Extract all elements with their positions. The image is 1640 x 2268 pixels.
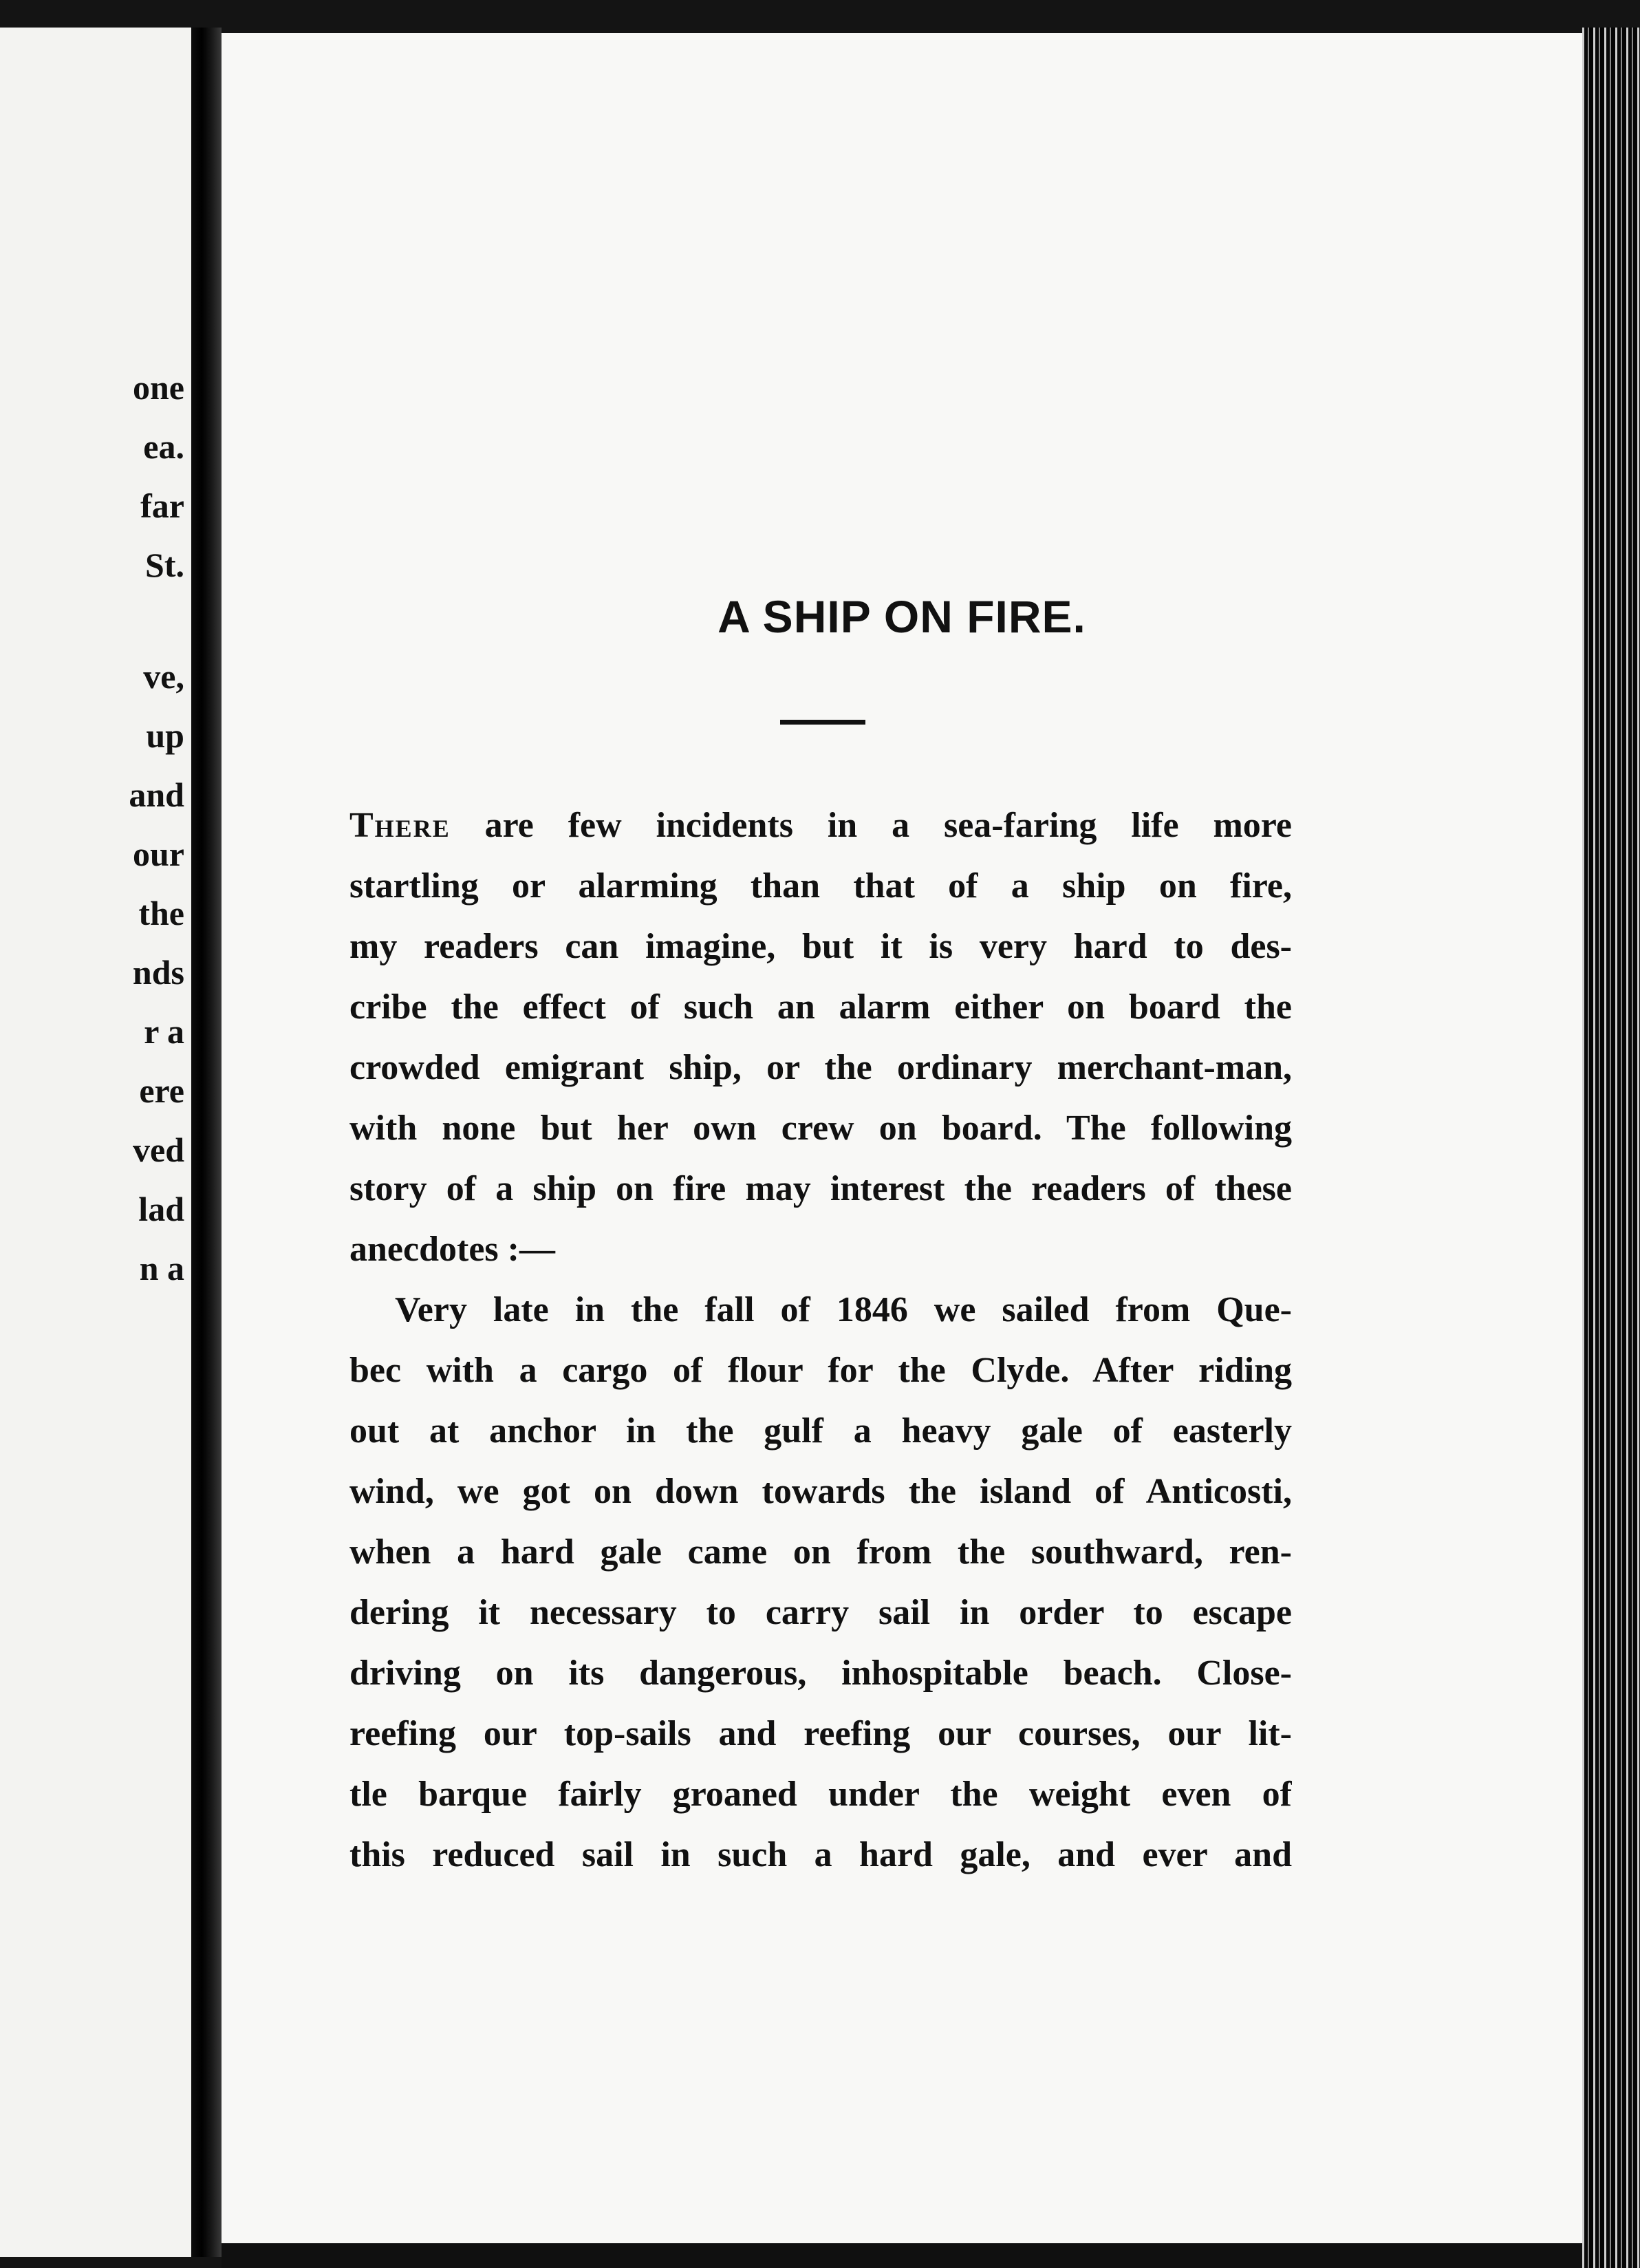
left-page-fragment: and [129,775,184,814]
bottom-shadow [222,2243,1582,2268]
left-page-fragment: nds [132,953,184,992]
text-line: dering it necessary to carry sail in order to escape [349,1593,1292,1632]
text-line: out at anchor in the gulf a heavy gale of easterly [349,1411,1292,1451]
text-line: anecdotes :— [349,1230,555,1269]
text-line: Very late in the fall of 1846 we sailed from Que- [395,1290,1292,1329]
left-page-fragment: far [140,486,184,525]
text-line: wind, we got on down towards the island of Anticosti, [349,1472,1292,1511]
left-page-fragment: n a [139,1249,184,1287]
left-page-fragment: the [138,894,184,932]
left-page-fragment: St. [145,546,184,584]
text-line: cribe the effect of such an alarm either on board the [349,987,1292,1027]
left-page-fragment: our [133,835,184,873]
text-line: There are few incidents in a sea-faring life more [349,806,1292,845]
paragraph-1 [349,795,1292,1280]
book-gutter [191,28,222,2257]
text-line: when a hard gale came on from the southward, ren- [349,1532,1292,1572]
text-line: driving on its dangerous, inhospitable beach. Close- [349,1654,1292,1693]
text-line: bec with a cargo of flour for the Clyde. After riding [349,1351,1292,1390]
paragraph-2 [349,1280,1292,1885]
text-line: tle barque fairly groaned under the weight even of [349,1775,1292,1814]
left-page-fragment: lad [138,1190,184,1228]
drop-lead-word: There [349,806,451,845]
left-page-fragment: r a [144,1012,184,1051]
page-edges [1582,28,1640,2268]
left-page-fragment: ere [139,1071,184,1110]
left-page-fragment: ve, [143,657,184,696]
left-page-fragment: up [146,716,184,755]
text-line: with none but her own crew on board. The following [349,1109,1292,1148]
text-line: crowded emigrant ship, or the ordinary merchant-man, [349,1048,1292,1087]
title-rule [780,720,865,725]
left-page-fragment: ea. [143,427,184,466]
text-line: reefing our top-sails and reefing our courses, our lit- [349,1714,1292,1753]
left-page-fragment: one [133,368,184,407]
text-line: my readers can imagine, but it is very hard to des- [349,927,1292,966]
text-line: story of a ship on fire may interest the readers of these [349,1169,1292,1208]
text-line: this reduced sail in such a hard gale, and ever and [349,1835,1292,1874]
chapter-title: A SHIP ON FIRE. [718,591,1086,642]
body-text [349,795,1292,1885]
left-page [0,28,191,2257]
left-page-fragment: ved [133,1131,184,1169]
text-line: startling or alarming than that of a ship on fire, [349,866,1292,906]
